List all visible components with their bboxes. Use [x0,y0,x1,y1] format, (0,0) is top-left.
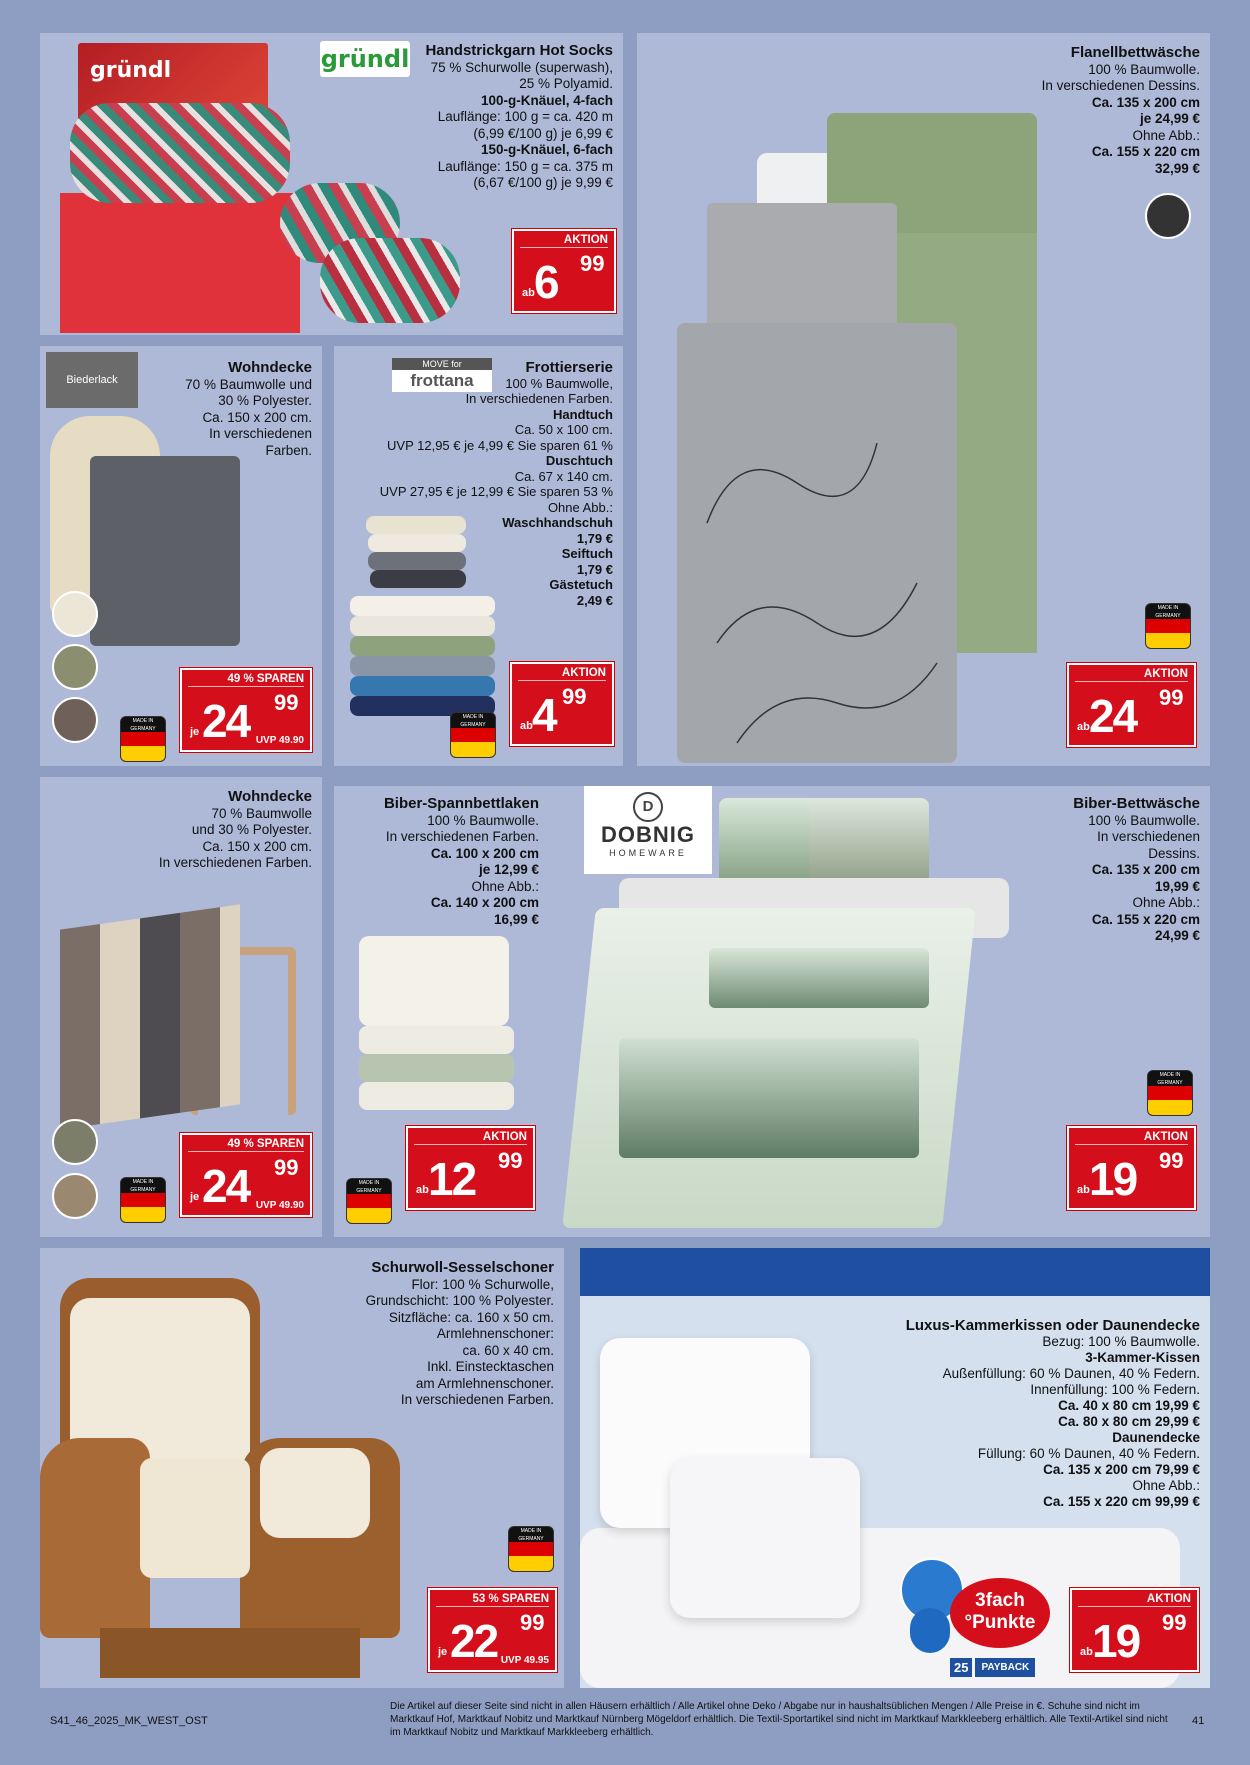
dobnig-logo-text: DOBNIG [601,822,695,847]
sheet-line: Ca. 100 x 200 cm [430,845,539,861]
frottana-logo-text: frottana [392,370,492,392]
pillow-price-tag [1070,1588,1199,1672]
sheet-line: In verschiedenen Farben. [385,829,539,844]
blanket1-line: 70 % Baumwolle und [185,376,312,392]
made-in-germany-icon [1147,1070,1193,1116]
biber-line: Ca. 135 x 200 cm [1091,862,1200,877]
price-decimals: 99 [274,1155,299,1180]
pillow-text [820,1318,1200,1510]
towels-line: Ca. 50 x 100 cm. [514,422,613,437]
flag-label: MADE IN GERMANY [1146,604,1190,619]
flannel-line: Ca. 155 x 220 cm [1091,144,1200,159]
blanket2-swatch-camo[interactable] [52,1119,98,1165]
yarn-line: 25 % Polyamid. [519,76,613,91]
product-pillow-duvet[interactable] [580,1248,1210,1688]
price-decimals: 99 [1162,1610,1187,1635]
price-decimals: 99 [498,1148,523,1173]
sheet-line: je 12,99 € [478,862,539,877]
payback-points-bubble [950,1578,1050,1648]
blanket2-price-tag [180,1133,312,1217]
flannel-color-swatch[interactable] [1145,193,1191,239]
chair-line: Sitzfläche: ca. 160 x 50 cm. [388,1309,554,1325]
biber-bed-image [579,798,1029,1228]
yarn-line: (6,67 €/100 g) je 9,99 € [473,175,613,190]
blue-banner [580,1248,1210,1296]
blanket1-price-tag [180,668,312,752]
sheet-price-tag [406,1126,535,1210]
pillow-subtitle: Daunendecke [1112,1430,1200,1445]
chair-line: Grundschicht: 100 % Polyester. [365,1293,554,1308]
made-in-germany-icon [508,1526,554,1572]
product-biber-bedding[interactable] [549,786,1210,1237]
chair-line: ca. 60 x 40 cm. [462,1342,554,1358]
price-integer: 24 [202,695,250,747]
price-badge: AKTION [1078,1593,1191,1607]
chair-text [274,1260,554,1409]
chair-title: Schurwoll-Sesselschoner [371,1259,554,1276]
sheet-line: 100 % Baumwolle. [427,812,539,828]
price-integer: 6 [534,256,558,308]
chair-line: Inkl. Einstecktaschen [427,1359,554,1374]
towels-line: Ohne Abb.: [547,499,613,515]
blanket2-title: Wohndecke [228,788,312,805]
pillow-line: Füllung: 60 % Daunen, 40 % Federn. [977,1446,1200,1461]
footer-disclaimer: Die Artikel auf dieser Seite sind nicht in allen Häusern erhältlich / Alle Artikel ohne Deko / Abgabe nur in haushaltsüblichen Mengen / Alle Preise in €. Schuhe sind nicht im Marktkauf Hof, Marktkauf Nobitz und Marktkauf Nürnberg Mögeldorf erhältlich. Die Textil-Sportartikel sind nicht im Marktkauf Markkleeberg erhältlich. Alle Textil-Artikel sind nicht im Marktkauf Nobitz und Marktkauf Markkleeberg erhältlich. [390,1701,1168,1738]
towels-subtitle: Seiftuch [561,546,613,561]
yarn-line: Lauflänge: 150 g = ca. 375 m [437,158,613,174]
flannel-text [970,45,1200,177]
product-yarn[interactable] [40,33,623,335]
towels-line: In verschiedenen Farben. [465,391,613,406]
flag-label: MADE IN GERMANY [509,1527,553,1542]
pillow-title: Luxus-Kammerkissen oder Daunendecke [905,1317,1200,1334]
biber-line: Ca. 155 x 220 cm [1091,911,1200,927]
yarn-ball-image [280,183,490,323]
blanket1-line: In verschiedenen [209,426,312,441]
blanket2-text [112,789,312,872]
pillow-line: Ca. 135 x 200 cm 79,99 € [1043,1462,1200,1477]
price-badge: AKTION [1075,668,1188,682]
pillow-line: Innenfüllung: 100 % Federn. [1030,1382,1200,1397]
price-decimals: 99 [580,251,605,276]
price-integer: 24 [1089,690,1137,742]
chair-line: In verschiedenen Farben. [400,1392,554,1407]
blanket1-line: Farben. [265,442,312,458]
biber-title: Biber-Bettwäsche [1073,795,1200,812]
flannel-price-tag [1067,663,1196,747]
yarn-price-tag [512,229,616,313]
towels-price: 2,49 € [576,592,613,608]
yarn-line: (6,99 €/100 g) je 6,99 € [473,125,613,141]
product-flannel[interactable] [637,33,1210,766]
sheet-line: Ca. 140 x 200 cm [430,895,539,910]
blanket2-swatch-brown[interactable] [52,1173,98,1219]
blanket1-swatch-olive[interactable] [52,644,98,690]
price-decimals: 99 [1159,1148,1184,1173]
biber-text [1030,796,1200,945]
made-in-germany-icon [1145,603,1191,649]
made-in-germany-icon [450,712,496,758]
price-integer: 22 [450,1615,498,1667]
price-integer: 19 [1092,1615,1140,1667]
towels-price: 1,79 € [576,561,613,577]
towels-subtitle: Duschtuch [545,453,613,468]
chair-line: Flor: 100 % Schurwolle, [411,1276,554,1292]
pillow-line: Außenfüllung: 60 % Daunen, 40 % Federn. [942,1366,1200,1381]
frottana-logo-top: MOVE for [392,358,492,370]
yarn-text [313,43,613,192]
made-in-germany-icon [120,1177,166,1223]
biederlack-logo-text: Biederlack [66,374,118,386]
yarn-line: 75 % Schurwolle (superwash), [430,59,613,75]
flannel-title: Flanellbettwäsche [1070,44,1200,61]
price-uvp: UVP 49.95 [500,1655,549,1666]
blanket2-chair-image [50,877,310,1117]
product-blanket-1[interactable] [40,346,322,766]
dobnig-logo-sub: HOMEWARE [609,848,687,858]
yarn-title: Handstrickgarn Hot Socks [425,42,613,59]
payback-logo-text: PAYBACK [975,1658,1035,1677]
blanket2-line: Ca. 150 x 200 cm. [202,838,312,854]
flannel-bed-image [657,93,1037,763]
chair-line: Armlehnenschoner: [436,1326,554,1341]
biederlack-logo [46,352,138,408]
blanket1-swatch-taupe[interactable] [52,697,98,743]
yarn-variant1-title: 100-g-Knäuel, 4-fach [480,92,613,108]
flag-label: MADE IN GERMANY [451,713,495,728]
biber-line: 100 % Baumwolle. [1088,812,1200,828]
price-integer: 12 [428,1153,476,1205]
price-prefix: ab [1077,1184,1090,1196]
blanket1-line: 30 % Polyester. [218,393,312,408]
pillow-line: Ohne Abb.: [1132,1478,1200,1493]
flannel-line: 100 % Baumwolle. [1088,61,1200,77]
price-badge: 53 % SPAREN [436,1593,549,1607]
biber-line: 24,99 € [1154,928,1200,943]
made-in-germany-icon [120,716,166,762]
gruendl-logo-text: gründl [320,45,410,73]
towels-title: Frottierserie [525,359,613,376]
flannel-line: je 24,99 € [1139,111,1200,126]
blanket2-line: 70 % Baumwolle [211,805,312,821]
yarn-box-brand: gründl [90,58,172,83]
sheet-line: 16,99 € [493,911,539,927]
price-badge: AKTION [518,667,606,681]
flannel-line: Ca. 135 x 200 cm [1091,94,1200,110]
product-chair-cover[interactable] [40,1248,564,1688]
payback-points-label: °Punkte [964,1612,1036,1633]
towels-price: 1,79 € [576,530,613,546]
product-towels[interactable] [334,346,623,766]
price-prefix: je [190,726,200,738]
price-uvp: UVP 49.90 [255,735,304,746]
sheet-stack-image [359,936,519,1116]
blanket1-swatch-cream[interactable] [52,591,98,637]
pillow-line: Ca. 155 x 220 cm 99,99 € [1043,1494,1200,1509]
price-prefix: je [438,1646,448,1658]
price-prefix: je [190,1191,200,1203]
price-integer: 19 [1089,1153,1137,1205]
towels-line: UVP 27,95 € je 12,99 € Sie sparen 53 % [379,484,613,499]
flag-label: MADE IN GERMANY [347,1179,391,1194]
blanket1-title: Wohndecke [228,359,312,376]
blanket2-line: und 30 % Polyester. [191,822,312,837]
towels-subtitle: Waschhandschuh [502,515,613,530]
payback-multiplier: 3fach [975,1590,1025,1611]
price-badge: AKTION [1075,1131,1188,1145]
price-badge: 49 % SPAREN [188,673,304,687]
sheet-line: Ohne Abb.: [471,878,539,894]
product-blanket-2[interactable] [40,777,322,1237]
payback-years: 25 [950,1658,972,1677]
yarn-line: Lauflänge: 100 g = ca. 420 m [437,109,613,124]
sheet-text [339,796,539,928]
price-uvp: UVP 49.90 [255,1200,304,1211]
biber-line: Dessins. [1148,845,1200,861]
price-decimals: 99 [562,684,587,709]
pillow-subtitle: 3-Kammer-Kissen [1085,1350,1200,1365]
price-badge: 49 % SPAREN [188,1138,304,1152]
pillow-line: Ca. 80 x 80 cm 29,99 € [1058,1414,1200,1429]
price-badge: AKTION [520,234,608,248]
biber-line: 19,99 € [1154,878,1200,894]
towels-line: UVP 12,95 € je 4,99 € Sie sparen 61 % [387,437,613,453]
yarn-display-image [60,43,300,333]
price-prefix: ab [522,287,535,299]
flannel-line: Ohne Abb.: [1132,127,1200,143]
towels-line: Ca. 67 x 140 cm. [514,468,613,484]
blanket2-line: In verschiedenen Farben. [158,855,312,870]
yarn-variant2-title: 150-g-Knäuel, 6-fach [480,142,613,157]
sheet-title: Biber-Spannbettlaken [383,795,539,812]
pillow-line: Bezug: 100 % Baumwolle. [1042,1334,1200,1349]
chair-price-tag [428,1588,557,1672]
price-prefix: ab [1077,721,1090,733]
price-prefix: ab [416,1184,429,1196]
towels-line: 100 % Baumwolle, [505,375,613,391]
towels-subtitle: Handtuch [553,406,613,422]
page-number: 41 [1192,1715,1205,1727]
chair-line: am Armlehnenschoner. [415,1375,554,1391]
price-decimals: 99 [1159,685,1184,710]
flag-label: MADE IN GERMANY [1148,1071,1192,1086]
dobnig-logo-icon: D [633,792,663,822]
blanket1-line: Ca. 150 x 200 cm. [202,409,312,425]
price-decimals: 99 [520,1610,545,1635]
footer-code: S41_46_2025_MK_WEST_OST [50,1715,208,1727]
flannel-line: 32,99 € [1154,160,1200,176]
biber-line: Ohne Abb.: [1132,895,1200,910]
price-prefix: ab [520,720,533,732]
pillow-line: Ca. 40 x 80 cm 19,99 € [1058,1398,1200,1413]
price-integer: 4 [532,689,556,741]
towels-subtitle: Gästetuch [549,577,613,592]
price-integer: 24 [202,1160,250,1212]
flag-label: MADE IN GERMANY [121,1178,165,1193]
price-prefix: ab [1080,1646,1093,1658]
flannel-line: In verschiedenen Dessins. [1041,78,1200,93]
towels-price-tag [510,662,614,746]
price-badge: AKTION [414,1131,527,1145]
flag-label: MADE IN GERMANY [121,717,165,732]
biber-line: In verschiedenen [1097,829,1200,844]
biber-price-tag [1067,1126,1196,1210]
price-decimals: 99 [274,690,299,715]
product-fitted-sheet[interactable] [334,786,549,1237]
payback-logo [950,1656,1035,1678]
made-in-germany-icon [346,1178,392,1224]
